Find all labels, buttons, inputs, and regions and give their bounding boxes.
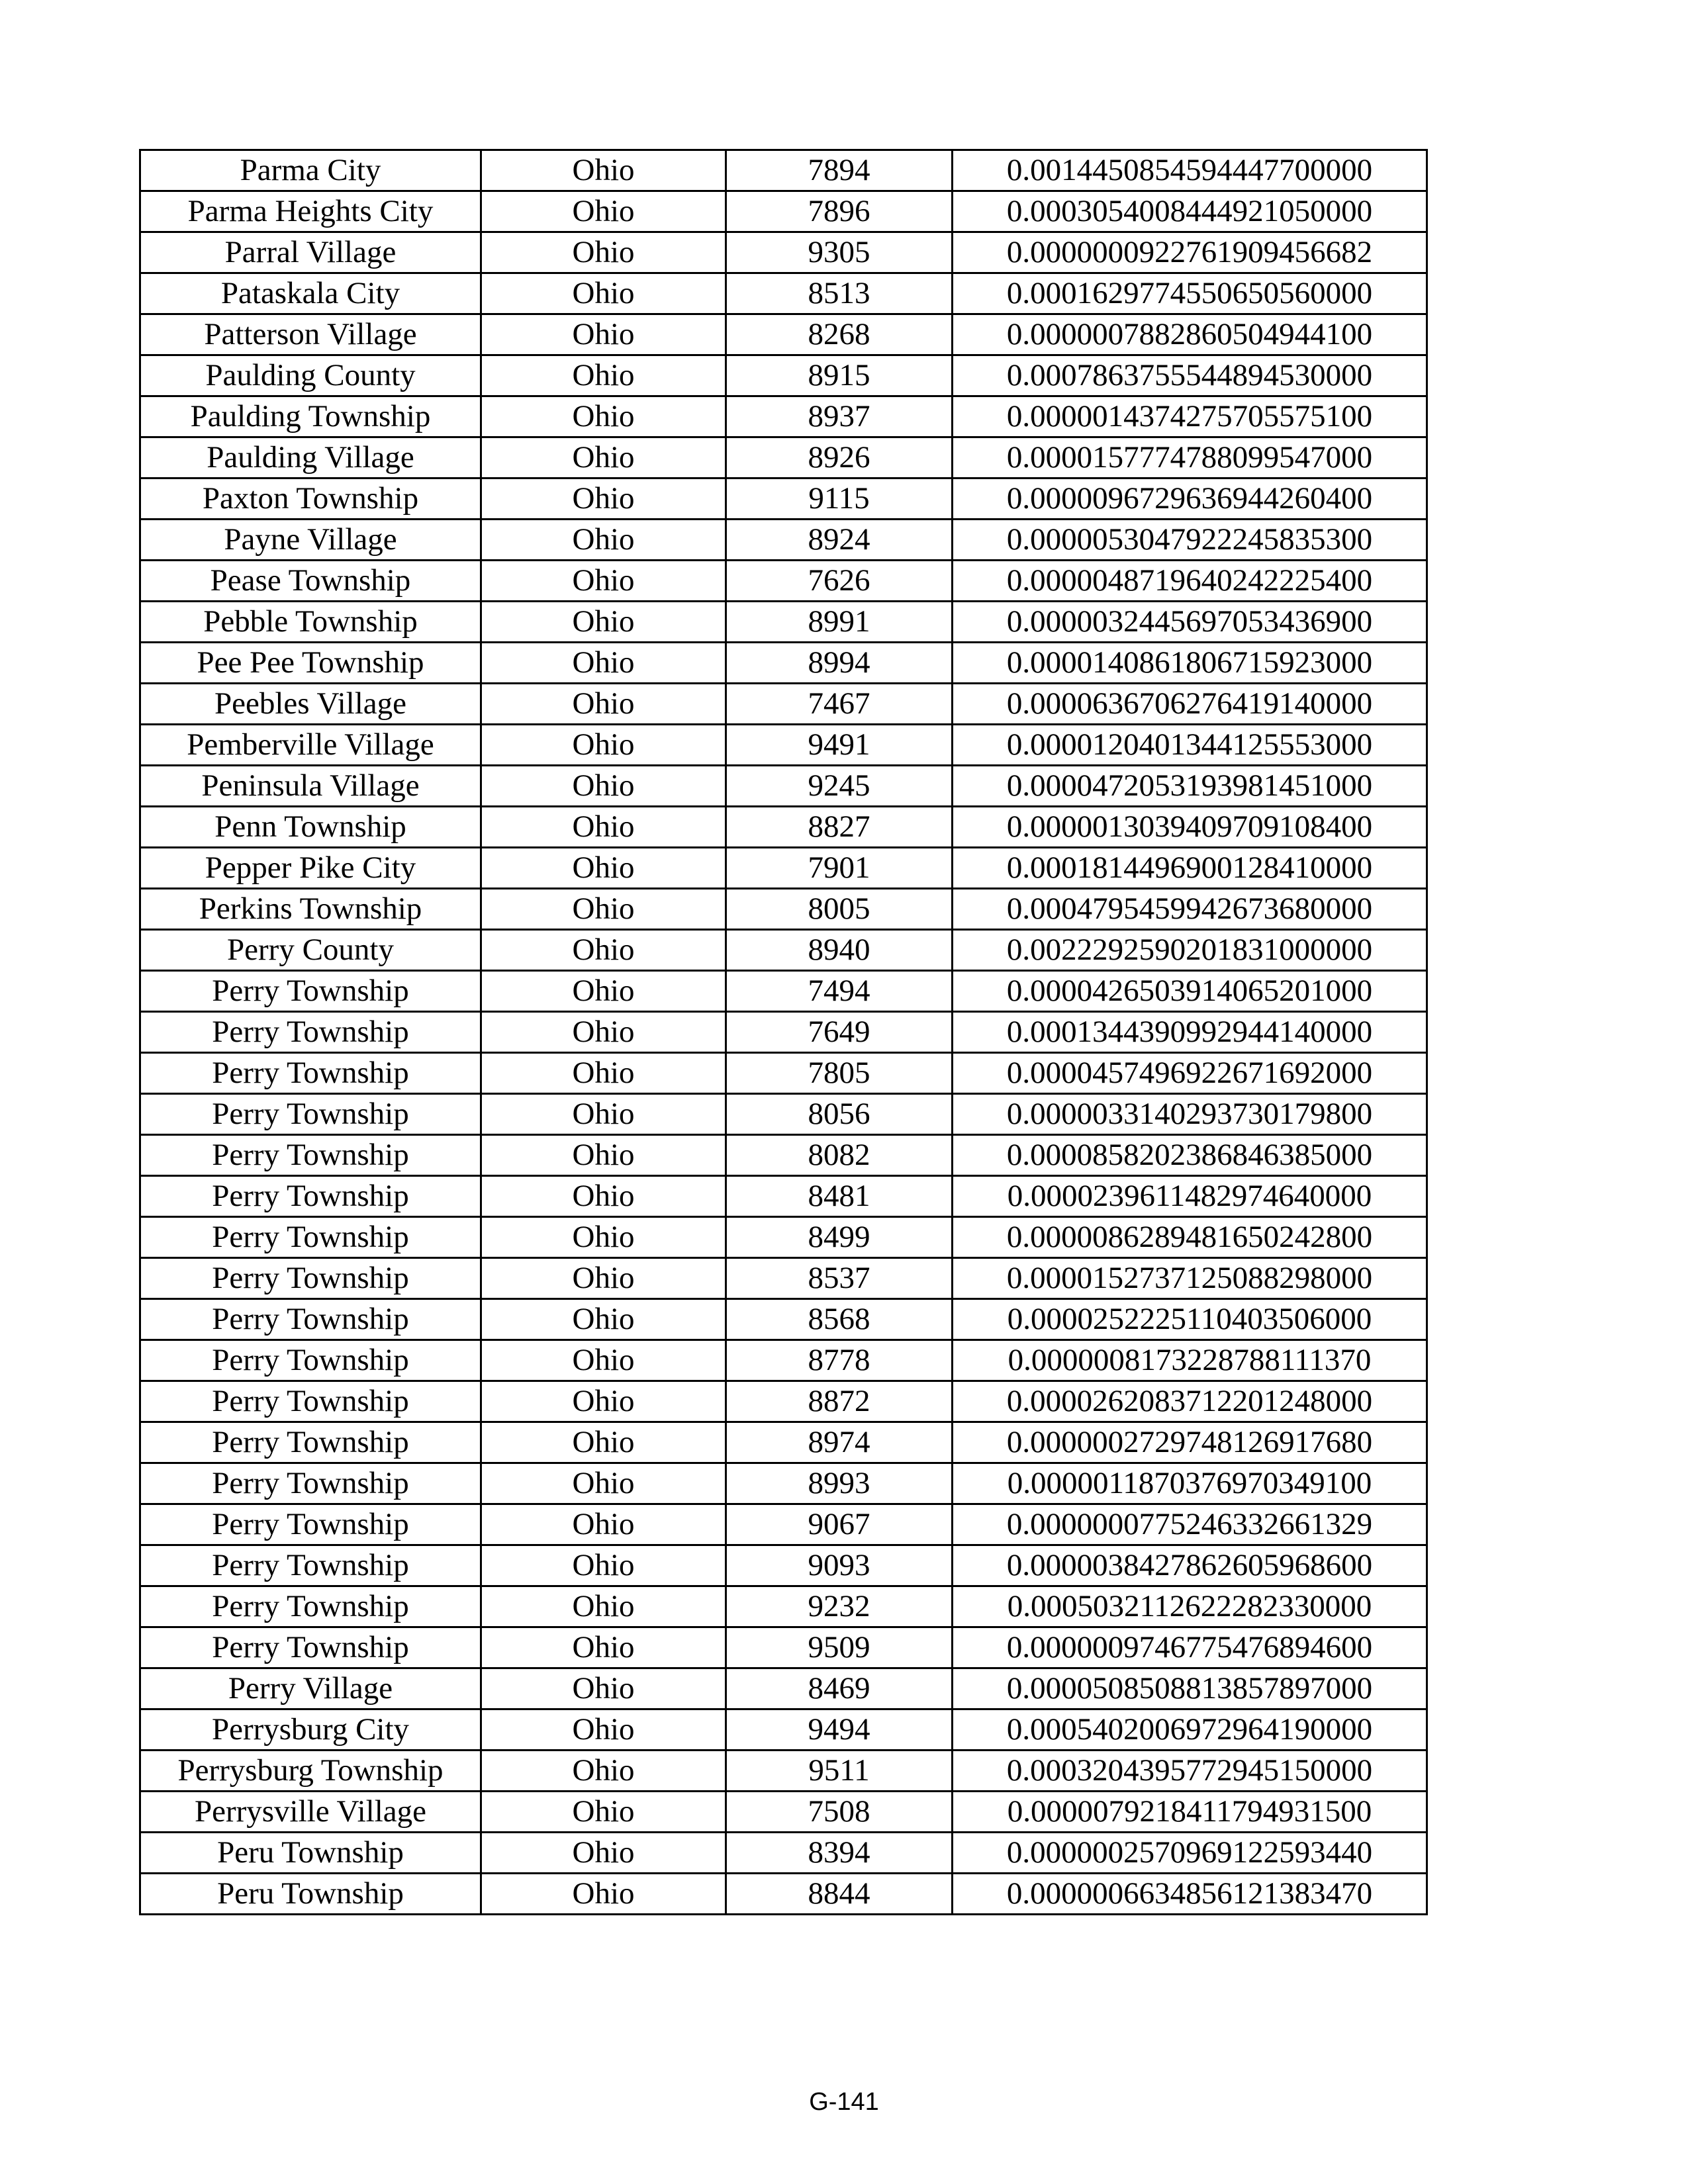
- state-cell: Ohio: [481, 725, 726, 766]
- id-cell: 9232: [726, 1586, 953, 1627]
- municipality-name-cell: Pee Pee Township: [140, 643, 481, 684]
- allocation-value-cell: 0.0000038427862605968600: [953, 1545, 1427, 1586]
- id-cell: 8924: [726, 520, 953, 561]
- allocation-value-cell: 0.0000157774788099547000: [953, 437, 1427, 478]
- state-cell: Ohio: [481, 232, 726, 273]
- table-row: [140, 930, 1427, 971]
- municipality-name-cell: Perrysburg Township: [140, 1751, 481, 1792]
- municipality-name-cell: Peru Township: [140, 1833, 481, 1874]
- state-cell: Ohio: [481, 1258, 726, 1299]
- allocation-value-cell: 0.0000014374275705575100: [953, 396, 1427, 437]
- table-row: [140, 848, 1427, 889]
- id-cell: 9115: [726, 478, 953, 520]
- id-cell: 8394: [726, 1833, 953, 1874]
- municipality-name-cell: Perry Township: [140, 1053, 481, 1094]
- state-cell: Ohio: [481, 1792, 726, 1833]
- state-cell: Ohio: [481, 766, 726, 807]
- state-cell: Ohio: [481, 1833, 726, 1874]
- municipality-name-cell: Perry Township: [140, 1422, 481, 1463]
- table-row: [140, 766, 1427, 807]
- allocation-value-cell: 0.0005402006972964190000: [953, 1709, 1427, 1751]
- state-cell: Ohio: [481, 561, 726, 602]
- state-cell: Ohio: [481, 807, 726, 848]
- table-body: [140, 150, 1427, 1915]
- municipality-name-cell: Pepper Pike City: [140, 848, 481, 889]
- state-cell: Ohio: [481, 1176, 726, 1217]
- id-cell: 8481: [726, 1176, 953, 1217]
- table-row: [140, 1586, 1427, 1627]
- table-row: [140, 643, 1427, 684]
- allocation-value-cell: 0.0003054008444921050000: [953, 191, 1427, 232]
- table-row: [140, 1381, 1427, 1422]
- id-cell: 7901: [726, 848, 953, 889]
- id-cell: 7894: [726, 150, 953, 191]
- allocation-value-cell: 0.0005032112622282330000: [953, 1586, 1427, 1627]
- id-cell: 8082: [726, 1135, 953, 1176]
- id-cell: 7805: [726, 1053, 953, 1094]
- municipality-name-cell: Perry Township: [140, 1340, 481, 1381]
- id-cell: 8937: [726, 396, 953, 437]
- id-cell: 7649: [726, 1012, 953, 1053]
- id-cell: 7896: [726, 191, 953, 232]
- state-cell: Ohio: [481, 602, 726, 643]
- allocation-value-cell: 0.0000006634856121383470: [953, 1874, 1427, 1915]
- municipality-name-cell: Perkins Township: [140, 889, 481, 930]
- allocation-value-cell: 0.0004795459942673680000: [953, 889, 1427, 930]
- table-row: [140, 520, 1427, 561]
- table-row: [140, 1217, 1427, 1258]
- id-cell: 9245: [726, 766, 953, 807]
- id-cell: 8926: [726, 437, 953, 478]
- municipality-name-cell: Perry Township: [140, 971, 481, 1012]
- municipality-name-cell: Pemberville Village: [140, 725, 481, 766]
- allocation-value-cell: 0.0000002570969122593440: [953, 1833, 1427, 1874]
- id-cell: 9067: [726, 1504, 953, 1545]
- municipality-name-cell: Paulding Township: [140, 396, 481, 437]
- table-row: [140, 1176, 1427, 1217]
- state-cell: Ohio: [481, 1217, 726, 1258]
- table-row: [140, 1340, 1427, 1381]
- municipality-name-cell: Peninsula Village: [140, 766, 481, 807]
- state-cell: Ohio: [481, 848, 726, 889]
- state-cell: Ohio: [481, 1668, 726, 1709]
- state-cell: Ohio: [481, 1463, 726, 1504]
- municipality-name-cell: Pataskala City: [140, 273, 481, 314]
- municipality-name-cell: Perry Township: [140, 1545, 481, 1586]
- state-cell: Ohio: [481, 355, 726, 396]
- allocation-value-cell: 0.0000007882860504944100: [953, 314, 1427, 355]
- state-cell: Ohio: [481, 1627, 726, 1668]
- municipality-name-cell: Perry Township: [140, 1627, 481, 1668]
- municipality-name-cell: Peru Township: [140, 1874, 481, 1915]
- table-row: [140, 1258, 1427, 1299]
- id-cell: 7508: [726, 1792, 953, 1833]
- state-cell: Ohio: [481, 1751, 726, 1792]
- table-row: [140, 1709, 1427, 1751]
- table-row: [140, 1053, 1427, 1094]
- id-cell: 9494: [726, 1709, 953, 1751]
- allocation-value-cell: 0.0000000775246332661329: [953, 1504, 1427, 1545]
- allocation-value-cell: 0.0022292590201831000000: [953, 930, 1427, 971]
- table-row: [140, 437, 1427, 478]
- table-row: [140, 396, 1427, 437]
- table-row: [140, 1094, 1427, 1135]
- table-row: [140, 1627, 1427, 1668]
- table-row: [140, 1504, 1427, 1545]
- allocation-value-cell: 0.0000858202386846385000: [953, 1135, 1427, 1176]
- municipality-name-cell: Perry Village: [140, 1668, 481, 1709]
- allocation-value-cell: 0.0000033140293730179800: [953, 1094, 1427, 1135]
- state-cell: Ohio: [481, 437, 726, 478]
- municipality-name-cell: Paulding County: [140, 355, 481, 396]
- table-row: [140, 889, 1427, 930]
- id-cell: 7626: [726, 561, 953, 602]
- table-row: [140, 273, 1427, 314]
- municipality-name-cell: Parma Heights City: [140, 191, 481, 232]
- id-cell: 7494: [726, 971, 953, 1012]
- allocation-value-cell: 0.0000008173228788111370: [953, 1340, 1427, 1381]
- allocation-value-cell: 0.0000096729636944260400: [953, 478, 1427, 520]
- id-cell: 9509: [726, 1627, 953, 1668]
- municipality-name-cell: Perrysville Village: [140, 1792, 481, 1833]
- allocation-value-cell: 0.0000009746775476894600: [953, 1627, 1427, 1668]
- table-row: [140, 561, 1427, 602]
- municipality-name-cell: Penn Township: [140, 807, 481, 848]
- table-row: [140, 684, 1427, 725]
- state-cell: Ohio: [481, 1299, 726, 1340]
- municipality-name-cell: Perry Township: [140, 1176, 481, 1217]
- id-cell: 8827: [726, 807, 953, 848]
- municipality-name-cell: Perry Township: [140, 1463, 481, 1504]
- state-cell: Ohio: [481, 314, 726, 355]
- table-row: [140, 602, 1427, 643]
- allocation-value-cell: 0.0000013039409709108400: [953, 807, 1427, 848]
- page-number: G-141: [809, 2088, 879, 2116]
- allocation-value-cell: 0.0000140861806715923000: [953, 643, 1427, 684]
- id-cell: 8537: [726, 1258, 953, 1299]
- table-row: [140, 1135, 1427, 1176]
- id-cell: 9305: [726, 232, 953, 273]
- state-cell: Ohio: [481, 1012, 726, 1053]
- allocation-value-cell: 0.0000079218411794931500: [953, 1792, 1427, 1833]
- table-row: [140, 232, 1427, 273]
- state-cell: Ohio: [481, 191, 726, 232]
- allocation-value-cell: 0.0000048719640242225400: [953, 561, 1427, 602]
- state-cell: Ohio: [481, 1586, 726, 1627]
- allocation-value-cell: 0.0000472053193981451000: [953, 766, 1427, 807]
- table-row: [140, 971, 1427, 1012]
- allocation-value-cell: 0.0001814496900128410000: [953, 848, 1427, 889]
- state-cell: Ohio: [481, 1053, 726, 1094]
- allocation-value-cell: 0.0000120401344125553000: [953, 725, 1427, 766]
- allocation-value-cell: 0.0000002729748126917680: [953, 1422, 1427, 1463]
- allocation-value-cell: 0.0000086289481650242800: [953, 1217, 1427, 1258]
- allocation-value-cell: 0.0007863755544894530000: [953, 355, 1427, 396]
- state-cell: Ohio: [481, 1709, 726, 1751]
- id-cell: 8268: [726, 314, 953, 355]
- state-cell: Ohio: [481, 1874, 726, 1915]
- municipality-name-cell: Parral Village: [140, 232, 481, 273]
- table-row: [140, 150, 1427, 191]
- id-cell: 8915: [726, 355, 953, 396]
- table-row: [140, 191, 1427, 232]
- municipality-name-cell: Perry County: [140, 930, 481, 971]
- table-row: [140, 1833, 1427, 1874]
- table-row: [140, 725, 1427, 766]
- allocation-value-cell: 0.0003204395772945150000: [953, 1751, 1427, 1792]
- municipality-name-cell: Perrysburg City: [140, 1709, 481, 1751]
- municipality-name-cell: Paxton Township: [140, 478, 481, 520]
- allocation-value-cell: 0.0000262083712201248000: [953, 1381, 1427, 1422]
- id-cell: 8940: [726, 930, 953, 971]
- allocation-value-cell: 0.0001344390992944140000: [953, 1012, 1427, 1053]
- municipality-name-cell: Perry Township: [140, 1504, 481, 1545]
- state-cell: Ohio: [481, 1135, 726, 1176]
- table-row: [140, 314, 1427, 355]
- state-cell: Ohio: [481, 1504, 726, 1545]
- state-cell: Ohio: [481, 1545, 726, 1586]
- id-cell: 8499: [726, 1217, 953, 1258]
- municipality-name-cell: Parma City: [140, 150, 481, 191]
- table-row: [140, 1874, 1427, 1915]
- state-cell: Ohio: [481, 1381, 726, 1422]
- state-cell: Ohio: [481, 971, 726, 1012]
- municipality-name-cell: Perry Township: [140, 1012, 481, 1053]
- allocation-value-cell: 0.0000011870376970349100: [953, 1463, 1427, 1504]
- state-cell: Ohio: [481, 1422, 726, 1463]
- state-cell: Ohio: [481, 643, 726, 684]
- id-cell: 8872: [726, 1381, 953, 1422]
- state-cell: Ohio: [481, 889, 726, 930]
- table-row: [140, 355, 1427, 396]
- allocation-value-cell: 0.0001629774550650560000: [953, 273, 1427, 314]
- municipality-name-cell: Perry Township: [140, 1299, 481, 1340]
- municipality-name-cell: Perry Township: [140, 1586, 481, 1627]
- allocation-value-cell: 0.0000508508813857897000: [953, 1668, 1427, 1709]
- id-cell: 9093: [726, 1545, 953, 1586]
- id-cell: 8513: [726, 273, 953, 314]
- table-row: [140, 1545, 1427, 1586]
- table-row: [140, 1422, 1427, 1463]
- id-cell: 8778: [726, 1340, 953, 1381]
- state-cell: Ohio: [481, 930, 726, 971]
- state-cell: Ohio: [481, 150, 726, 191]
- municipality-name-cell: Perry Township: [140, 1381, 481, 1422]
- allocation-value-cell: 0.0000252225110403506000: [953, 1299, 1427, 1340]
- id-cell: 8994: [726, 643, 953, 684]
- table-row: [140, 1668, 1427, 1709]
- municipality-name-cell: Perry Township: [140, 1135, 481, 1176]
- municipality-name-cell: Perry Township: [140, 1258, 481, 1299]
- table-row: [140, 807, 1427, 848]
- id-cell: 7467: [726, 684, 953, 725]
- state-cell: Ohio: [481, 478, 726, 520]
- allocation-value-cell: 0.0000152737125088298000: [953, 1258, 1427, 1299]
- id-cell: 8056: [726, 1094, 953, 1135]
- allocation-value-cell: 0.0014450854594447700000: [953, 150, 1427, 191]
- municipality-name-cell: Patterson Village: [140, 314, 481, 355]
- table-row: [140, 1299, 1427, 1340]
- table-row: [140, 1751, 1427, 1792]
- id-cell: 8568: [726, 1299, 953, 1340]
- municipality-name-cell: Peebles Village: [140, 684, 481, 725]
- municipality-name-cell: Payne Village: [140, 520, 481, 561]
- id-cell: 9511: [726, 1751, 953, 1792]
- state-cell: Ohio: [481, 273, 726, 314]
- allocation-table: [139, 149, 1428, 1915]
- table-row: [140, 478, 1427, 520]
- table-row: [140, 1012, 1427, 1053]
- allocation-value-cell: 0.0000636706276419140000: [953, 684, 1427, 725]
- allocation-value-cell: 0.0000032445697053436900: [953, 602, 1427, 643]
- id-cell: 8469: [726, 1668, 953, 1709]
- municipality-name-cell: Perry Township: [140, 1094, 481, 1135]
- id-cell: 9491: [726, 725, 953, 766]
- table-row: [140, 1463, 1427, 1504]
- state-cell: Ohio: [481, 520, 726, 561]
- id-cell: 8993: [726, 1463, 953, 1504]
- allocation-value-cell: 0.0000457496922671692000: [953, 1053, 1427, 1094]
- municipality-name-cell: Perry Township: [140, 1217, 481, 1258]
- municipality-name-cell: Pease Township: [140, 561, 481, 602]
- allocation-value-cell: 0.0000426503914065201000: [953, 971, 1427, 1012]
- id-cell: 8844: [726, 1874, 953, 1915]
- state-cell: Ohio: [481, 396, 726, 437]
- municipality-name-cell: Paulding Village: [140, 437, 481, 478]
- table-row: [140, 1792, 1427, 1833]
- municipality-name-cell: Pebble Township: [140, 602, 481, 643]
- allocation-value-cell: 0.0000053047922245835300: [953, 520, 1427, 561]
- state-cell: Ohio: [481, 1094, 726, 1135]
- id-cell: 8991: [726, 602, 953, 643]
- id-cell: 8005: [726, 889, 953, 930]
- allocation-value-cell: 0.0000239611482974640000: [953, 1176, 1427, 1217]
- state-cell: Ohio: [481, 1340, 726, 1381]
- state-cell: Ohio: [481, 684, 726, 725]
- id-cell: 8974: [726, 1422, 953, 1463]
- allocation-value-cell: 0.0000000922761909456682: [953, 232, 1427, 273]
